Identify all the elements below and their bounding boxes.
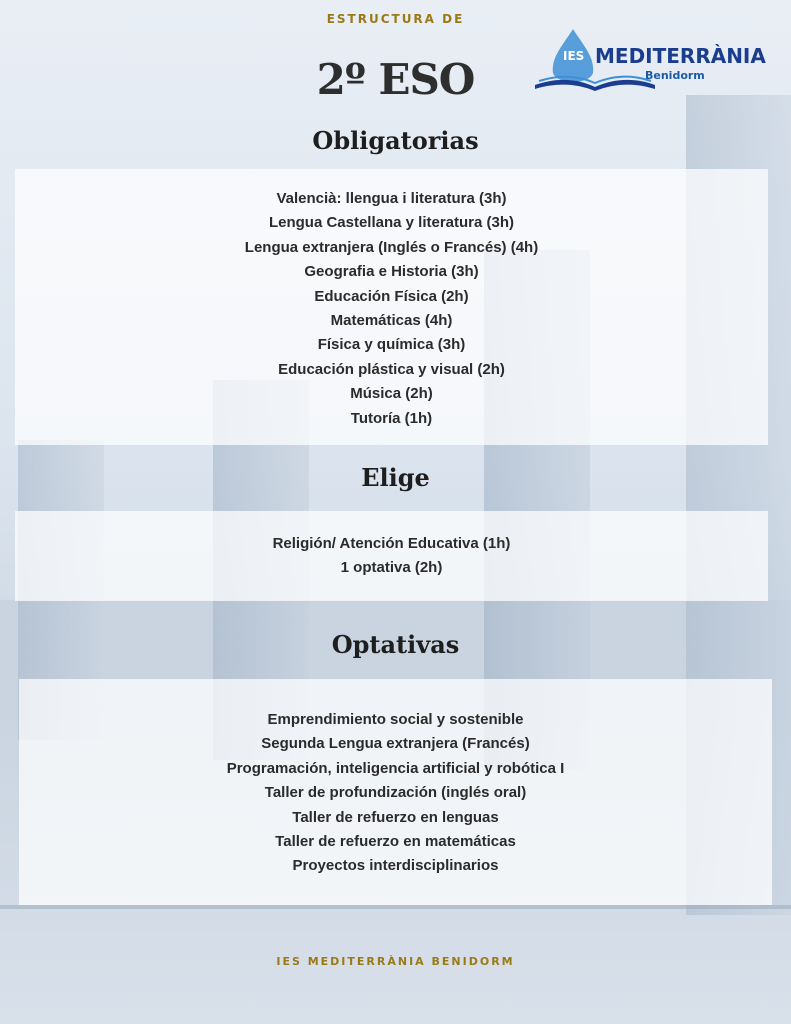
list-item: Programación, inteligencia artificial y robótica I [226,759,565,777]
footer-label: IES MEDITERRÀNIA BENIDORM [276,955,515,968]
list-item: Emprendimiento social y sostenible [267,711,524,728]
list-item: Religión/ Atención Educativa (1h) [272,535,511,552]
section-heading-obligatorias: Obligatorias [312,126,479,155]
school-logo [533,27,778,93]
list-item: Taller de refuerzo en lenguas [292,808,499,826]
obligatorias-panel [15,169,768,445]
list-item: Educación Física (2h) [314,287,469,305]
logo-badge: IES [563,49,585,63]
logo-city: Benidorm [645,69,705,82]
section-heading-elige: Elige [361,463,430,492]
list-item: Música (2h) [350,385,433,403]
list-item: Taller de refuerzo en matemáticas [275,833,516,851]
list-item: 1 optativa (2h) [340,559,443,577]
list-item: Matemáticas (4h) [330,312,453,330]
elige-panel [15,511,768,601]
optativas-list [19,679,772,879]
section-heading-optativas: Optativas [331,630,460,659]
list-item: Educación plástica y visual (2h) [278,360,505,378]
list-item: Física y química (3h) [317,336,466,354]
header-label: ESTRUCTURA DE [326,12,465,26]
list-item: Segunda Lengua extranjera (Francés) [261,735,530,753]
logo-name: MEDITERRÀNIA [595,44,766,68]
obligatorias-list [15,169,768,431]
background-rail [0,905,791,909]
optativas-panel [19,679,772,905]
list-item: Valencià: llengua i literatura (3h) [276,190,507,207]
list-item: Lengua extranjera (Inglés o Francés) (4h) [244,238,539,256]
list-item: Geografia e Historia (3h) [304,263,479,281]
list-item: Lengua Castellana y literatura (3h) [268,214,515,232]
elige-list [15,511,768,581]
page-title: 2º ESO [316,55,475,104]
list-item: Proyectos interdisciplinarios [292,857,499,875]
list-item: Tutoría (1h) [350,409,433,427]
list-item: Taller de profundización (inglés oral) [264,784,527,802]
